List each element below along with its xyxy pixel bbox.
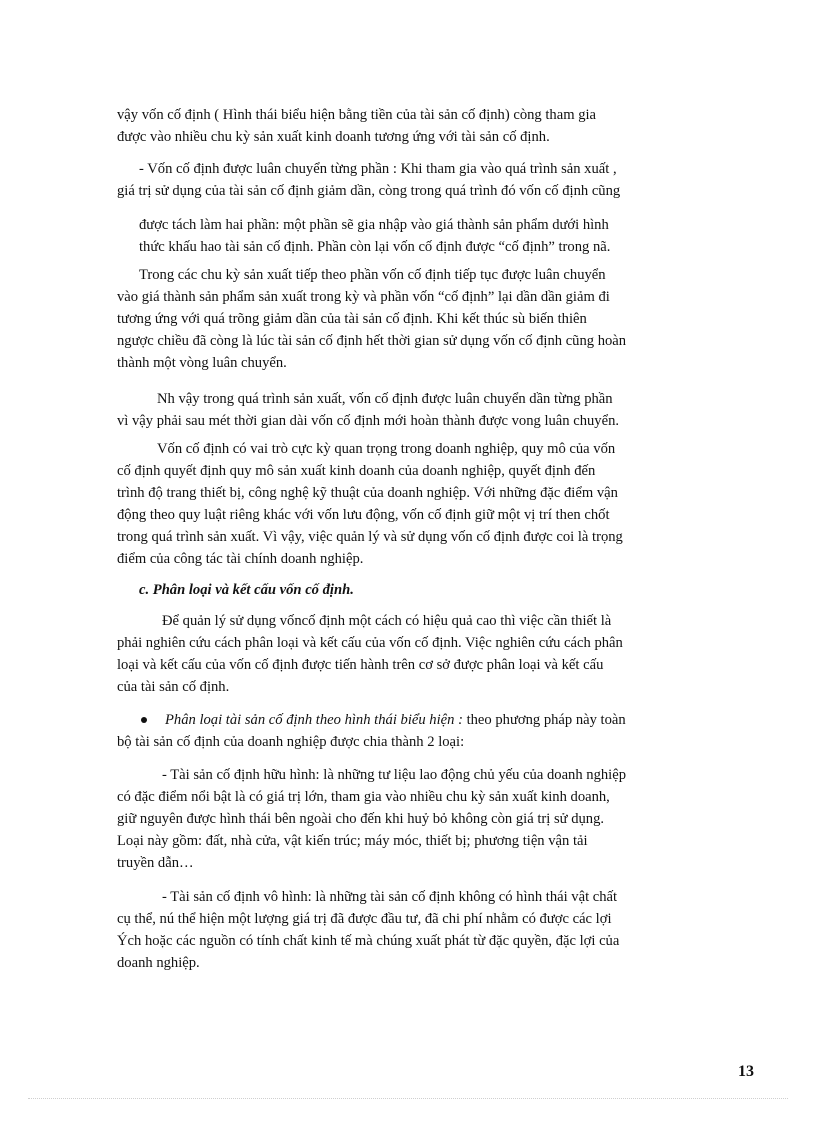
paragraph xyxy=(117,388,737,432)
text-line: trong quá trình sản xuất. Vì vậy, việc quản lý và sử dụng vốn cố định được coi là trọng xyxy=(117,529,623,545)
text-line: tương ứng với quá trõng giảm dần của tài sản cố định. Khi kết thúc sù biến thiên xyxy=(117,311,587,327)
text-line: được vào nhiều chu kỳ sản xuất kinh doanh tương ứng với tài sản cố định. xyxy=(117,129,550,145)
text-line: phải nghiên cứu cách phân loại và kết cấu của vốn cố định. Việc nghiên cứu cách phân xyxy=(117,635,623,651)
text-line: điểm của công tác tài chính doanh nghiệp. xyxy=(117,551,364,567)
paragraph xyxy=(117,886,737,974)
text-line: doanh nghiệp. xyxy=(117,955,200,971)
section-heading: c. Phân loại và kết cấu vốn cố định. xyxy=(139,582,354,598)
paragraph xyxy=(117,264,737,374)
text-line: thành một vòng luân chuyển. xyxy=(117,355,287,371)
text-line: vậy vốn cố định ( Hình thái biểu hiện bằng tiền của tài sản cố định) còng tham gia xyxy=(117,107,597,123)
text-line: cụ thể, nú thể hiện một lượng giá trị đã được đầu tư, đã chi phí nhằm có được các lợi xyxy=(117,911,612,927)
text-line: thức khấu hao tài sản cố định. Phần còn lại vốn cố định được “cố định” trong nã. xyxy=(139,239,611,255)
text-line: loại và kết cấu của vốn cố định được tiến hành trên cơ sở được phân loại và kết cấu xyxy=(117,657,604,673)
text-line: vào giá thành sản phẩm sản xuất trong kỳ và phần vốn “cố định” lại dần dần giảm đi xyxy=(117,289,610,305)
text-line: động theo quy luật riêng khác với vốn lưu động, vốn cố định giữ một vị trí then chốt xyxy=(117,507,610,523)
text-line: Vốn cố định có vai trò cực kỳ quan trọng trong doanh nghiệp, quy mô của vốn xyxy=(157,441,616,457)
bullet-lead: Phân loại tài sản cố định theo hình thái biểu hiện : xyxy=(165,712,463,728)
text-line: cố định quyết định quy mô sản xuất kinh doanh của doanh nghiệp, quyết định đến xyxy=(117,463,596,479)
text-line: có đặc điểm nổi bật là có giá trị lớn, tham gia vào nhiều chu kỳ sản xuất kinh doanh, xyxy=(117,789,610,805)
footer-divider xyxy=(28,1098,788,1099)
text-line: Nh vậy trong quá trình sản xuất, vốn cố định được luân chuyển dần từng phần xyxy=(157,391,613,407)
paragraph xyxy=(117,610,737,698)
text-line: Để quản lý sử dụng vốncố định một cách có hiệu quả cao thì việc cần thiết là xyxy=(162,613,612,629)
text-line: Loại này gồm: đất, nhà cửa, vật kiến trúc; máy móc, thiết bị; phương tiện vận tải xyxy=(117,833,588,849)
text-line: - Vốn cố định được luân chuyển từng phần : Khi tham gia vào quá trình sản xuất , xyxy=(139,161,617,177)
paragraph xyxy=(117,764,737,874)
paragraph xyxy=(117,214,737,258)
text-line xyxy=(117,709,737,731)
text-line: vì vậy phải sau mét thời gian dài vốn cố định mới hoàn thành được vong luân chuyển. xyxy=(117,413,620,429)
text-line: bộ tài sản cố định của doanh nghiệp được chia thành 2 loại: xyxy=(117,734,465,750)
bullet-paragraph xyxy=(117,709,737,753)
text-line: Ých hoặc các nguồn có tính chất kinh tế mà chúng xuất phát từ đặc quyền, đặc lợi của xyxy=(117,933,620,949)
text-line: - Tài sản cố định vô hình: là những tài sản cố định không có hình thái vật chất xyxy=(162,889,618,905)
text-line: truyền dẫn… xyxy=(117,855,194,871)
text-line: - Tài sản cố định hữu hình: là những tư liệu lao động chủ yếu của doanh nghiệp xyxy=(162,767,627,783)
bullet-rest: theo phương pháp này toàn xyxy=(462,712,626,728)
text-line: giữ nguyên được hình thái bên ngoài cho đến khi huỷ bỏ không còn giá trị sử dụng. xyxy=(117,811,605,827)
paragraph xyxy=(117,104,737,148)
text-line: giá trị sử dụng của tài sản cố định giảm dần, còng trong quá trình đó vốn cố định cũng xyxy=(117,183,621,199)
paragraph xyxy=(117,438,737,570)
text-line: được tách làm hai phần: một phần sẽ gia nhập vào giá thành sản phẩm dưới hình xyxy=(139,217,609,233)
text-line: ngược chiều đã còng là lúc tài sản cố định hết thời gian sử dụng vốn cố định cũng hoàn xyxy=(117,333,627,349)
text-line: trình độ trang thiết bị, công nghệ kỹ thuật của doanh nghiệp. Với những đặc điểm vận xyxy=(117,485,618,501)
paragraph xyxy=(117,158,737,202)
page-number: 13 xyxy=(738,1063,754,1080)
text-line: của tài sản cố định. xyxy=(117,679,230,695)
text-line: Trong các chu kỳ sản xuất tiếp theo phần vốn cố định tiếp tục được luân chuyển xyxy=(139,267,606,283)
